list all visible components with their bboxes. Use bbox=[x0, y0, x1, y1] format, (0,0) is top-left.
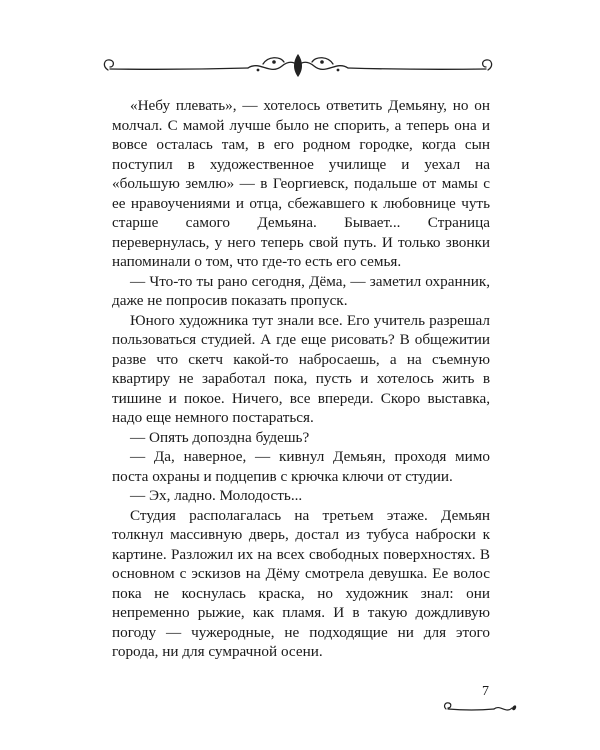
header-flourish-ornament bbox=[98, 50, 498, 84]
paragraph: — Опять допоздна будешь? bbox=[130, 428, 310, 446]
paragraph: — Эх, ладно. Молодость... bbox=[130, 487, 303, 504]
paragraph: Студия располагалась на третьем этаже. Демьян толкнул массивную дверь, достал из тубуса наброски к картине. Разложил их на всех свободных поверхностях. В основном с эскизов на Дёму смотрела девушка. Ее волос пока не коснулась краска, но художник знал: они непременно рыжие, как пламя. И в такую дождливую погоду — чужеродные, не подходящие ни для этого города, ни для сумрачной осени. bbox=[112, 506, 490, 660]
paragraph: Юного художника тут знали все. Его учитель разрешал пользоваться студией. А где еще рисовать? В общежитии разве что скетч какой-то набросаешь, а на съемную квартиру не заработал пока, пусть и хотелось жить в тишине и покое. Ничего, все впереди. Скоро выставка, надо еще немного постараться. bbox=[112, 311, 490, 426]
body-text bbox=[112, 96, 490, 662]
paragraph: — Что-то ты рано сегодня, Дёма, — заметил охранник, даже не попросив показать пропуск. bbox=[112, 272, 490, 309]
paragraph: «Небу плевать», — хотелось ответить Демьяну, но он молчал. С мамой лучше было не спорить, а теперь она и вовсе осталась там, в его родном городке, когда сын поступил в художественное училище и уехал на «большую землю» — в Георгиевск, подальше от мамы с ее нравоучениями и отца, сбежавшего к любовнице чуть старше самого Демьяна. Бывает... Страница перевернулась, у него теперь свой путь. И только звонки напоминали о том, что где-то есть его семья. bbox=[112, 97, 490, 270]
paragraph: — Да, наверное, — кивнул Демьян, проходя мимо поста охраны и подцепив с крючка ключи от студии. bbox=[112, 448, 490, 485]
page-number: 7 bbox=[482, 684, 489, 699]
footer-flourish-ornament bbox=[442, 700, 518, 718]
